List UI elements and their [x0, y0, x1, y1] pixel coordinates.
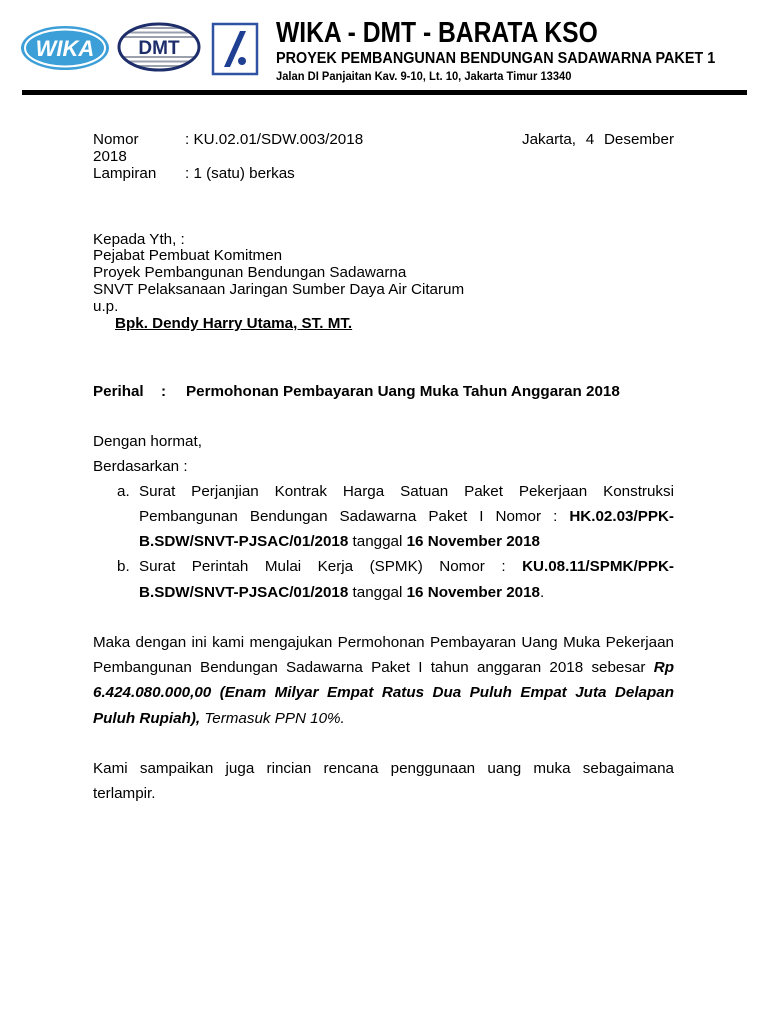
- nomor-row: [93, 131, 674, 148]
- item-marker: b.: [117, 558, 130, 576]
- paragraph-text: Kami sampaikan juga rincian rencana penggunaan uang muka sebagaimana: [93, 759, 674, 777]
- subject-label: Perihal: [93, 382, 144, 400]
- item-line: [139, 504, 674, 529]
- lampiran-row: [93, 165, 674, 182]
- blank-line: [93, 605, 674, 630]
- item-line: [139, 529, 674, 554]
- paragraph-line: [93, 756, 674, 781]
- recipient-block: [93, 232, 674, 333]
- subject-colon: :: [161, 382, 167, 400]
- item-text: Surat Perintah Mulai Kerja (SPMK) Nomor :: [139, 558, 523, 576]
- paragraph-line: [93, 630, 674, 655]
- company-address: Jalan DI Panjaitan Kav. 9-10, Lt. 10, Jakarta Timur 13340: [276, 69, 572, 83]
- date-prefix: tanggal: [348, 533, 407, 551]
- date-prefix: tanggal: [348, 583, 407, 601]
- year-row: [93, 148, 674, 165]
- amount-text: Puluh Rupiah),: [93, 709, 201, 727]
- header-divider: [22, 90, 747, 95]
- recipient-line: SNVT Pelaksanaan Jaringan Sumber Daya Air Citarum: [93, 280, 465, 298]
- nomor-label: Nomor: [93, 130, 139, 148]
- wika-logo-text: WIKA: [35, 36, 95, 61]
- letter-meta: [93, 131, 674, 182]
- item-text: Surat Perjanjian Kontrak Harga Satuan Paket Pekerjaan Konstruksi: [139, 482, 674, 500]
- dmt-logo: [117, 22, 201, 72]
- contract-number: HK.02.03/PPK-: [569, 508, 674, 526]
- basis-item-a: [93, 479, 674, 555]
- barata-logo: [211, 22, 259, 76]
- recipient-line: u.p.: [93, 297, 119, 315]
- wika-logo: [20, 25, 110, 71]
- nomor-value: : KU.02.01/SDW.003/2018: [185, 130, 364, 148]
- spmk-number: B.SDW/SNVT-PJSAC/01/2018: [139, 583, 349, 601]
- recipient-greeting: Kepada Yth, :: [93, 230, 185, 248]
- tax-note: Termasuk PPN 10%.: [200, 709, 345, 727]
- paragraph-line: [93, 781, 674, 806]
- subject-text: Permohonan Pembayaran Uang Muka Tahun Anggaran 2018: [186, 382, 620, 400]
- salutation: Dengan hormat,: [93, 432, 202, 450]
- blank-line: [93, 731, 674, 756]
- item-line: [139, 554, 674, 579]
- item-line: [139, 580, 674, 605]
- amount-text: 6.424.080.000,00 (Enam Milyar Empat Ratus Dua Puluh Empat Juta Delapan: [93, 684, 674, 702]
- recipient-attention: Bpk. Dendy Harry Utama, ST. MT.: [115, 314, 353, 332]
- item-suffix: .: [540, 583, 545, 601]
- project-title: PROYEK PEMBANGUNAN BENDUNGAN SADAWARNA PAKET 1: [276, 50, 716, 67]
- closing-paragraph: [93, 756, 674, 806]
- item-text: Pembangunan Bendungan Sadawarna Paket I Nomor :: [139, 508, 570, 526]
- spmk-number: KU.08.11/SPMK/PPK-: [522, 558, 674, 576]
- contract-date: 16 November 2018: [406, 533, 541, 551]
- company-title: WIKA - DMT - BARATA KSO: [276, 17, 598, 49]
- currency: Rp: [653, 659, 674, 677]
- dmt-logo-text: DMT: [138, 38, 180, 59]
- spmk-date: 16 November 2018: [406, 583, 541, 601]
- contract-number: B.SDW/SNVT-PJSAC/01/2018: [139, 533, 349, 551]
- request-paragraph: [93, 630, 674, 731]
- paragraph-text: Pembangunan Bendungan Sadawarna Paket I tahun anggaran 2018 sebesar: [93, 659, 654, 677]
- item-line: [139, 479, 674, 504]
- basis-item-b: [93, 554, 674, 604]
- paragraph-line: [93, 655, 674, 680]
- recipient-line: Proyek Pembangunan Bendungan Sadawarna: [93, 264, 407, 282]
- place-date: Jakarta, 4 Desember: [522, 130, 674, 148]
- date-year: 2018: [93, 147, 127, 165]
- paragraph-text: terlampir.: [93, 785, 156, 803]
- lampiran-label: Lampiran: [93, 164, 157, 182]
- paragraph-text: Maka dengan ini kami mengajukan Permohonan Pembayaran Uang Muka Pekerjaan: [93, 634, 674, 651]
- basis-intro: Berdasarkan :: [93, 457, 188, 475]
- subject-line: [93, 383, 693, 400]
- item-marker: a.: [117, 482, 130, 500]
- lampiran-value: : 1 (satu) berkas: [185, 164, 295, 182]
- paragraph-line: [93, 680, 674, 705]
- recipient-line: Pejabat Pembuat Komitmen: [93, 247, 283, 265]
- letter-body: [93, 429, 674, 807]
- paragraph-line: [93, 706, 674, 731]
